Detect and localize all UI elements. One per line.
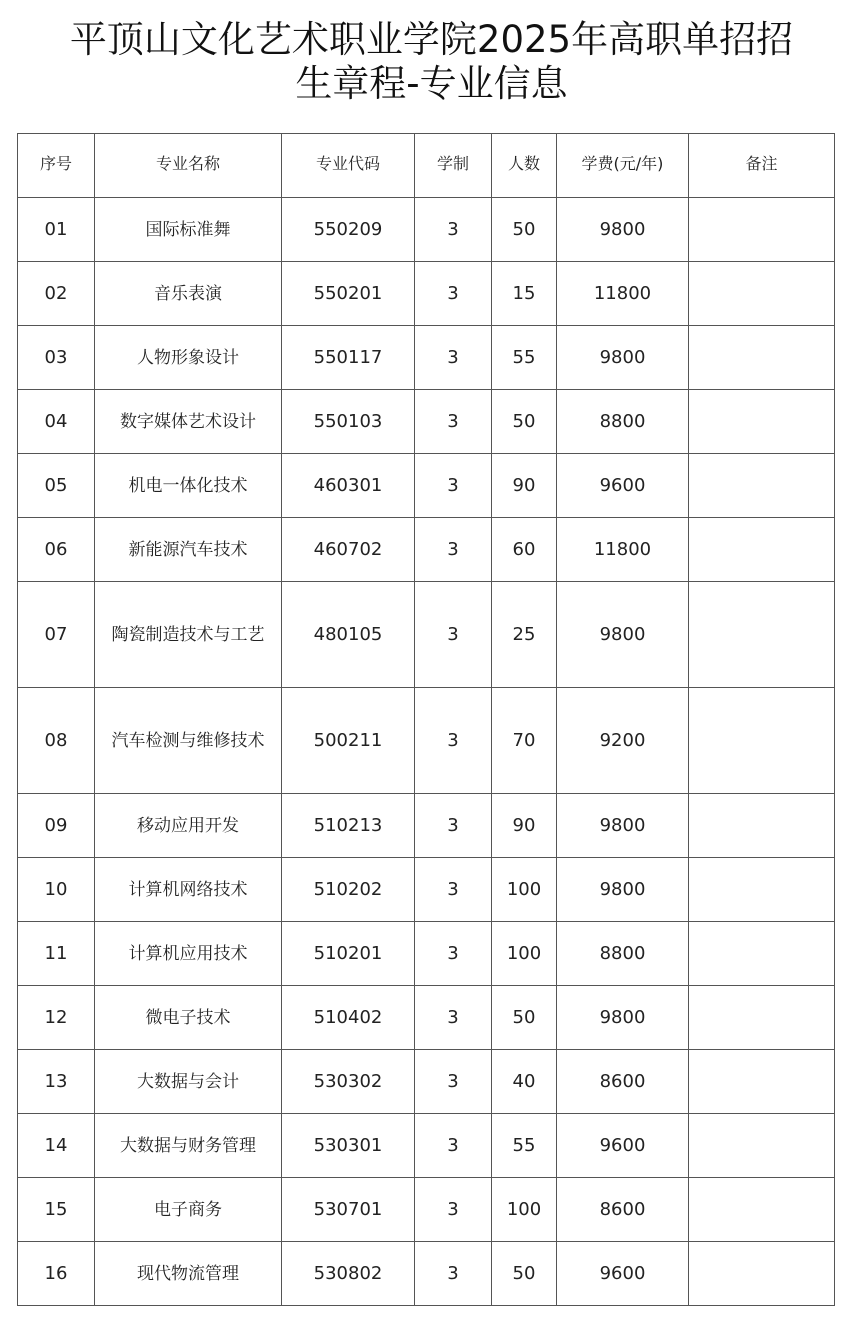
cell-note xyxy=(689,922,835,986)
table-row xyxy=(18,1242,835,1306)
cell-no: 06 xyxy=(18,518,95,582)
cell-no: 11 xyxy=(18,922,95,986)
cell-note xyxy=(689,858,835,922)
cell-count: 100 xyxy=(492,922,557,986)
cell-years: 3 xyxy=(415,1178,492,1242)
cell-code: 510202 xyxy=(282,858,415,922)
cell-name: 大数据与会计 xyxy=(95,1050,282,1114)
table-row xyxy=(18,1114,835,1178)
cell-code: 530301 xyxy=(282,1114,415,1178)
cell-count: 90 xyxy=(492,794,557,858)
table-row xyxy=(18,986,835,1050)
cell-note xyxy=(689,582,835,688)
cell-years: 3 xyxy=(415,858,492,922)
cell-count: 55 xyxy=(492,1114,557,1178)
cell-fee: 9800 xyxy=(557,858,689,922)
cell-count: 70 xyxy=(492,688,557,794)
cell-no: 14 xyxy=(18,1114,95,1178)
cell-note xyxy=(689,198,835,262)
table-row xyxy=(18,262,835,326)
cell-note xyxy=(689,454,835,518)
cell-years: 3 xyxy=(415,518,492,582)
cell-code: 550209 xyxy=(282,198,415,262)
cell-fee: 9800 xyxy=(557,198,689,262)
cell-fee: 9800 xyxy=(557,794,689,858)
table-row xyxy=(18,1178,835,1242)
cell-fee: 8600 xyxy=(557,1050,689,1114)
cell-fee: 11800 xyxy=(557,262,689,326)
table-row xyxy=(18,582,835,688)
cell-note xyxy=(689,1178,835,1242)
cell-no: 03 xyxy=(18,326,95,390)
cell-note xyxy=(689,518,835,582)
cell-code: 550201 xyxy=(282,262,415,326)
cell-note xyxy=(689,794,835,858)
cell-fee: 9800 xyxy=(557,986,689,1050)
header-note: 备注 xyxy=(689,134,835,198)
cell-years: 3 xyxy=(415,390,492,454)
cell-note xyxy=(689,262,835,326)
cell-no: 04 xyxy=(18,390,95,454)
cell-count: 50 xyxy=(492,1242,557,1306)
cell-note xyxy=(689,1050,835,1114)
cell-count: 100 xyxy=(492,1178,557,1242)
cell-name: 计算机网络技术 xyxy=(95,858,282,922)
table-row xyxy=(18,922,835,986)
cell-no: 02 xyxy=(18,262,95,326)
table-row xyxy=(18,390,835,454)
cell-note xyxy=(689,1242,835,1306)
cell-note xyxy=(689,326,835,390)
cell-fee: 8800 xyxy=(557,390,689,454)
cell-no: 07 xyxy=(18,582,95,688)
cell-name: 电子商务 xyxy=(95,1178,282,1242)
table-row xyxy=(18,518,835,582)
cell-name: 微电子技术 xyxy=(95,986,282,1050)
cell-code: 460301 xyxy=(282,454,415,518)
table-row xyxy=(18,454,835,518)
cell-years: 3 xyxy=(415,688,492,794)
table-row xyxy=(18,1050,835,1114)
cell-fee: 9600 xyxy=(557,1114,689,1178)
cell-fee: 9600 xyxy=(557,1242,689,1306)
cell-fee: 8600 xyxy=(557,1178,689,1242)
table-row xyxy=(18,326,835,390)
cell-code: 480105 xyxy=(282,582,415,688)
cell-name: 移动应用开发 xyxy=(95,794,282,858)
cell-name: 数字媒体艺术设计 xyxy=(95,390,282,454)
cell-count: 50 xyxy=(492,986,557,1050)
cell-years: 3 xyxy=(415,1114,492,1178)
cell-count: 15 xyxy=(492,262,557,326)
cell-code: 510402 xyxy=(282,986,415,1050)
cell-count: 40 xyxy=(492,1050,557,1114)
cell-code: 530302 xyxy=(282,1050,415,1114)
cell-no: 15 xyxy=(18,1178,95,1242)
table-row xyxy=(18,198,835,262)
cell-no: 09 xyxy=(18,794,95,858)
header-name: 专业名称 xyxy=(95,134,282,198)
cell-code: 500211 xyxy=(282,688,415,794)
cell-name: 新能源汽车技术 xyxy=(95,518,282,582)
cell-count: 90 xyxy=(492,454,557,518)
table-row xyxy=(18,794,835,858)
cell-name: 国际标准舞 xyxy=(95,198,282,262)
cell-no: 01 xyxy=(18,198,95,262)
cell-no: 10 xyxy=(18,858,95,922)
header-code: 专业代码 xyxy=(282,134,415,198)
table-row xyxy=(18,858,835,922)
cell-code: 550117 xyxy=(282,326,415,390)
cell-note xyxy=(689,986,835,1050)
cell-fee: 8800 xyxy=(557,922,689,986)
cell-fee: 9800 xyxy=(557,326,689,390)
cell-years: 3 xyxy=(415,198,492,262)
header-no: 序号 xyxy=(18,134,95,198)
cell-count: 100 xyxy=(492,858,557,922)
header-count: 人数 xyxy=(492,134,557,198)
cell-years: 3 xyxy=(415,986,492,1050)
cell-years: 3 xyxy=(415,922,492,986)
cell-name: 计算机应用技术 xyxy=(95,922,282,986)
cell-note xyxy=(689,390,835,454)
cell-fee: 9200 xyxy=(557,688,689,794)
cell-name: 陶瓷制造技术与工艺 xyxy=(95,582,282,688)
cell-years: 3 xyxy=(415,262,492,326)
cell-no: 12 xyxy=(18,986,95,1050)
cell-no: 08 xyxy=(18,688,95,794)
cell-count: 50 xyxy=(492,390,557,454)
cell-no: 05 xyxy=(18,454,95,518)
page-title xyxy=(0,18,863,106)
cell-years: 3 xyxy=(415,582,492,688)
cell-note xyxy=(689,1114,835,1178)
cell-code: 550103 xyxy=(282,390,415,454)
cell-fee: 9600 xyxy=(557,454,689,518)
cell-fee: 9800 xyxy=(557,582,689,688)
cell-code: 530802 xyxy=(282,1242,415,1306)
header-row xyxy=(18,134,835,198)
cell-years: 3 xyxy=(415,794,492,858)
cell-name: 机电一体化技术 xyxy=(95,454,282,518)
cell-code: 510201 xyxy=(282,922,415,986)
cell-name: 人物形象设计 xyxy=(95,326,282,390)
header-fee: 学费(元/年) xyxy=(557,134,689,198)
cell-count: 25 xyxy=(492,582,557,688)
title-line-1: 平顶山文化艺术职业学院2025年高职单招招 xyxy=(69,18,794,61)
cell-name: 大数据与财务管理 xyxy=(95,1114,282,1178)
cell-code: 510213 xyxy=(282,794,415,858)
header-years: 学制 xyxy=(415,134,492,198)
cell-years: 3 xyxy=(415,1242,492,1306)
cell-years: 3 xyxy=(415,454,492,518)
cell-count: 50 xyxy=(492,198,557,262)
cell-no: 16 xyxy=(18,1242,95,1306)
cell-note xyxy=(689,688,835,794)
cell-name: 现代物流管理 xyxy=(95,1242,282,1306)
cell-count: 60 xyxy=(492,518,557,582)
table-row xyxy=(18,688,835,794)
cell-code: 460702 xyxy=(282,518,415,582)
title-line-2: 生章程-专业信息 xyxy=(295,62,568,105)
cell-years: 3 xyxy=(415,326,492,390)
cell-name: 音乐表演 xyxy=(95,262,282,326)
cell-no: 13 xyxy=(18,1050,95,1114)
cell-fee: 11800 xyxy=(557,518,689,582)
cell-years: 3 xyxy=(415,1050,492,1114)
cell-count: 55 xyxy=(492,326,557,390)
cell-name: 汽车检测与维修技术 xyxy=(95,688,282,794)
cell-code: 530701 xyxy=(282,1178,415,1242)
majors-table xyxy=(17,133,835,1306)
